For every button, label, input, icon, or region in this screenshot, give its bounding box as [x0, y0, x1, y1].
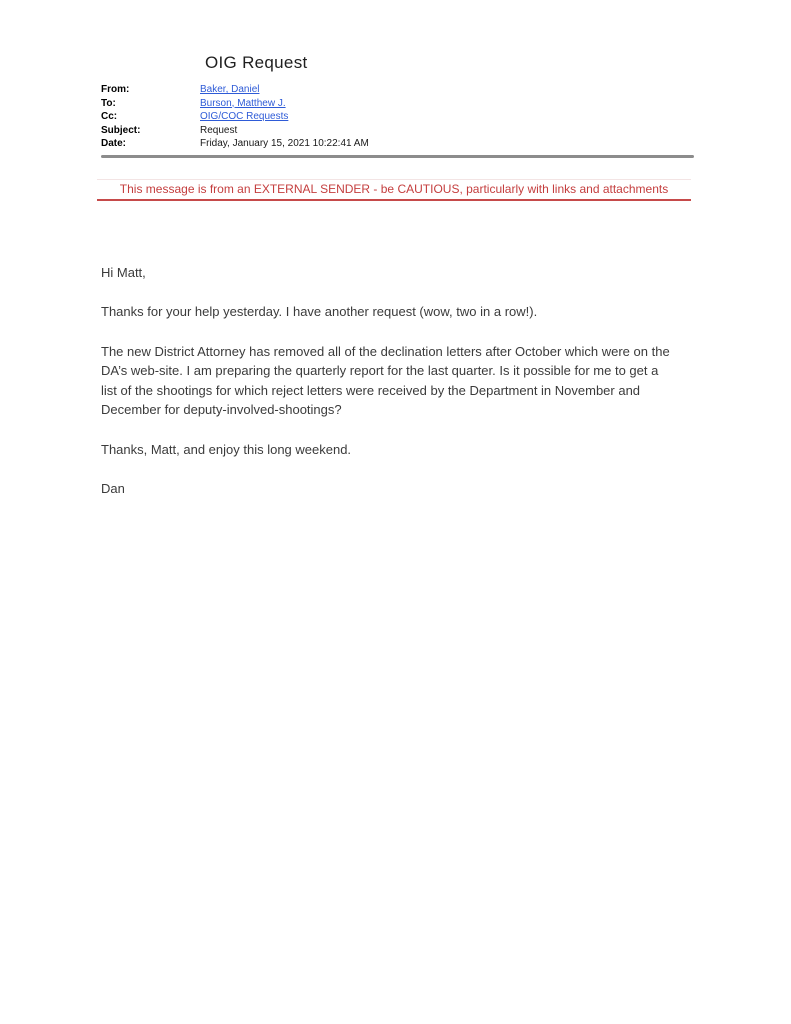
body-line: Dan	[101, 481, 125, 496]
paragraph-greeting	[101, 263, 701, 283]
header-row-to	[101, 97, 701, 111]
date-label: Date:	[101, 138, 127, 149]
subject-value: Request	[200, 124, 238, 136]
header-row-from	[101, 83, 701, 97]
paragraph-closing	[101, 440, 701, 460]
body-line: Thanks for your help yesterday. I have another request (wow, two in a row!).	[101, 304, 538, 319]
body-line: DA’s web-site. I am preparing the quarterly report for the last quarter. Is it possible for me to get a	[101, 363, 659, 378]
body-line: Thanks, Matt, and enjoy this long weekend.	[101, 441, 352, 457]
header-row-date	[101, 137, 701, 151]
cc-label: Cc:	[101, 111, 118, 122]
external-sender-banner: This message is from an EXTERNAL SENDER - be CAUTIOUS, particularly with links and attachments	[97, 179, 691, 201]
page-title: OIG Request	[205, 53, 308, 72]
header-row-subject	[101, 124, 701, 138]
subject-label: Subject:	[101, 124, 141, 136]
body-line: Hi Matt,	[101, 264, 146, 280]
header-row-cc	[101, 110, 701, 124]
paragraph-thanks	[101, 302, 701, 322]
email-body	[101, 263, 701, 499]
paragraph-signature	[101, 479, 701, 499]
to-label: To:	[101, 97, 116, 109]
paragraph-request	[101, 342, 701, 420]
body-line: The new District Attorney has removed all of the declination letters after October which were on the	[101, 343, 670, 359]
cc-link[interactable]: OIG/COC Requests	[200, 111, 289, 122]
body-line: December for deputy-involved-shootings?	[101, 402, 342, 417]
from-label: From:	[101, 84, 130, 95]
email-header	[101, 83, 701, 151]
body-line: list of the shootings for which reject letters were received by the Department in November and	[101, 382, 641, 398]
from-link[interactable]: Baker, Daniel	[200, 84, 260, 95]
date-value: Friday, January 15, 2021 10:22:41 AM	[200, 138, 369, 149]
header-separator-rule	[101, 155, 694, 158]
to-link[interactable]: Burson, Matthew J.	[200, 97, 286, 109]
